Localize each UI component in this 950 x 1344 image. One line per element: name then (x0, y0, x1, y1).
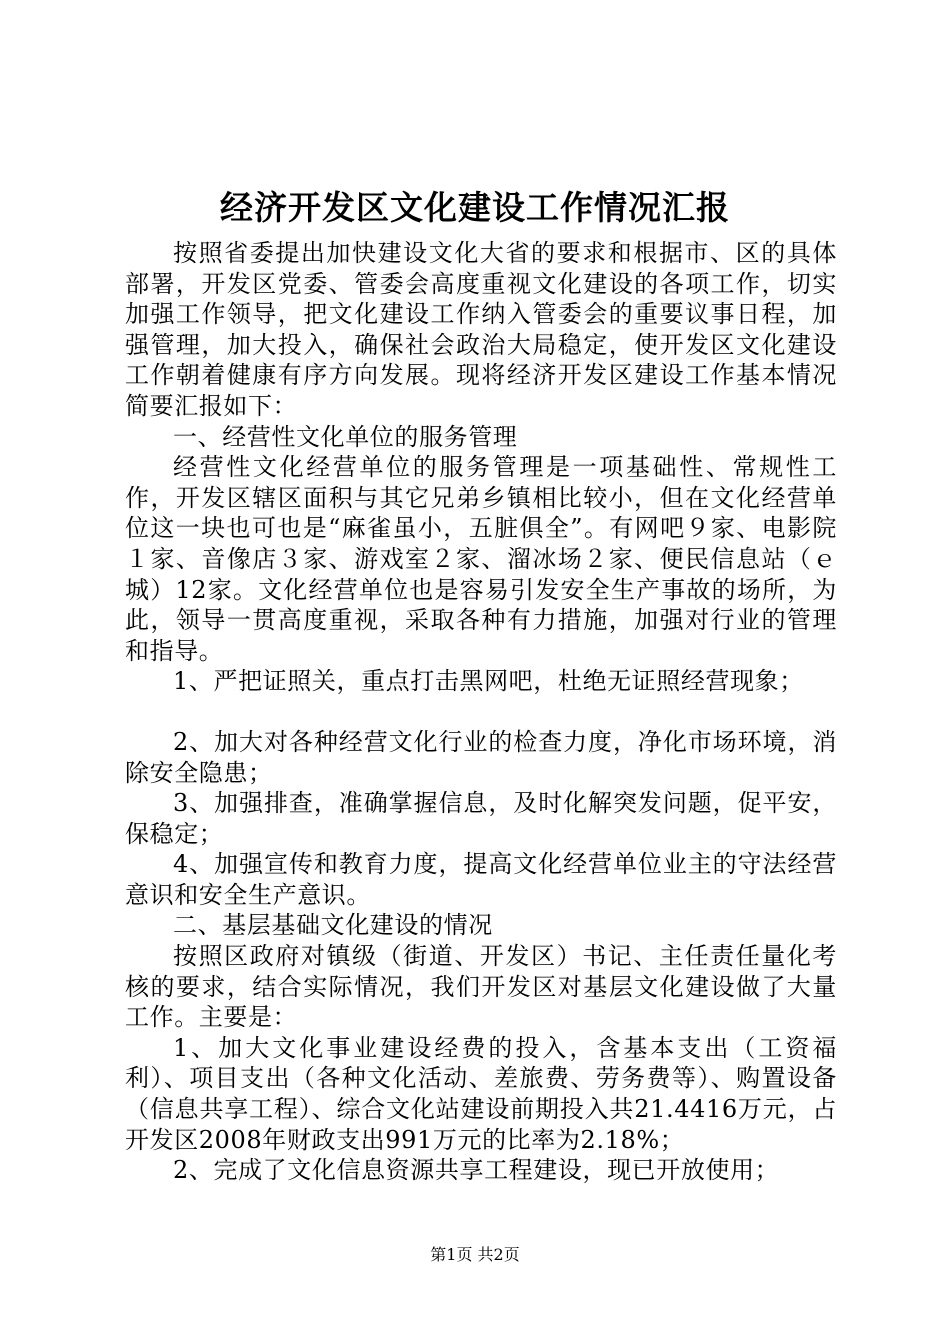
section-1-item-1: 1、严把证照关，重点打击黑网吧，杜绝无证照经营现象； (173, 667, 804, 696)
section-2-item-2: 2、完成了文化信息资源共享工程建设，现已开放使用； (173, 1156, 780, 1185)
section-2-paragraph: 按照区政府对镇级（街道、开发区）书记、主任责任量化考核的要求，结合实际情况，我们开发区对基层文化建设做了大量工作。主要是： (125, 942, 837, 1032)
blank-line (125, 697, 837, 727)
section-1-item-2: 2、加大对各种经营文化行业的检查力度，净化市场环境，消除安全隐患； (125, 727, 837, 787)
section-2-item-1: 1、加大文化事业建设经费的投入，含基本支出（工资福利）、项目支出（各种文化活动、差旅费、劳务费等）、购置设备（信息共享工程）、综合文化站建设前期投入共21.4416万元，占开发区2008年财政支出991万元的比率为2.18%； (125, 1033, 837, 1154)
section-1-item-3: 3、加强排查，准确掌握信息，及时化解突发问题，促平安，保稳定； (125, 789, 837, 848)
intro-paragraph: 按照省委提出加快建设文化大省的要求和根据市、区的具体部署，开发区党委、管委会高度重视文化建设的各项工作，切实加强工作领导，把文化建设工作纳入管委会的重要议事日程，加强管理，加大投入，确保社会政治大局稳定，使开发区文化建设工作朝着健康有序方向发展。现将经济开发区建设工作基本情况简要汇报如下： (125, 239, 837, 420)
section-heading-1: 一、经营性文化单位的服务管理 (173, 422, 518, 451)
document-body (125, 238, 837, 1186)
section-heading-2: 二、基层基础文化建设的情况 (173, 911, 493, 940)
section-1-item-4: 4、加强宣传和教育力度，提高文化经营单位业主的守法经营意识和安全生产意识。 (125, 850, 837, 909)
page-footer: 第1页 共2页 (430, 1245, 520, 1264)
document-title: 经济开发区文化建设工作情况汇报 (220, 188, 730, 227)
section-1-paragraph: 经营性文化经营单位的服务管理是一项基础性、常规性工作，开发区辖区面积与其它兄弟乡镇相比较小，但在文化经营单位这一块也可也是“麻雀虽小，五脏俱全”。有网吧９家、电影院１家、音像店３家、游戏室２家、溜冰场２家、便民信息站（ｅ城）12家。文化经营单位也是容易引发安全生产事故的场所，为此，领导一贯高度重视，采取各种有力措施，加强对行业的管理和指导。 (125, 453, 837, 665)
